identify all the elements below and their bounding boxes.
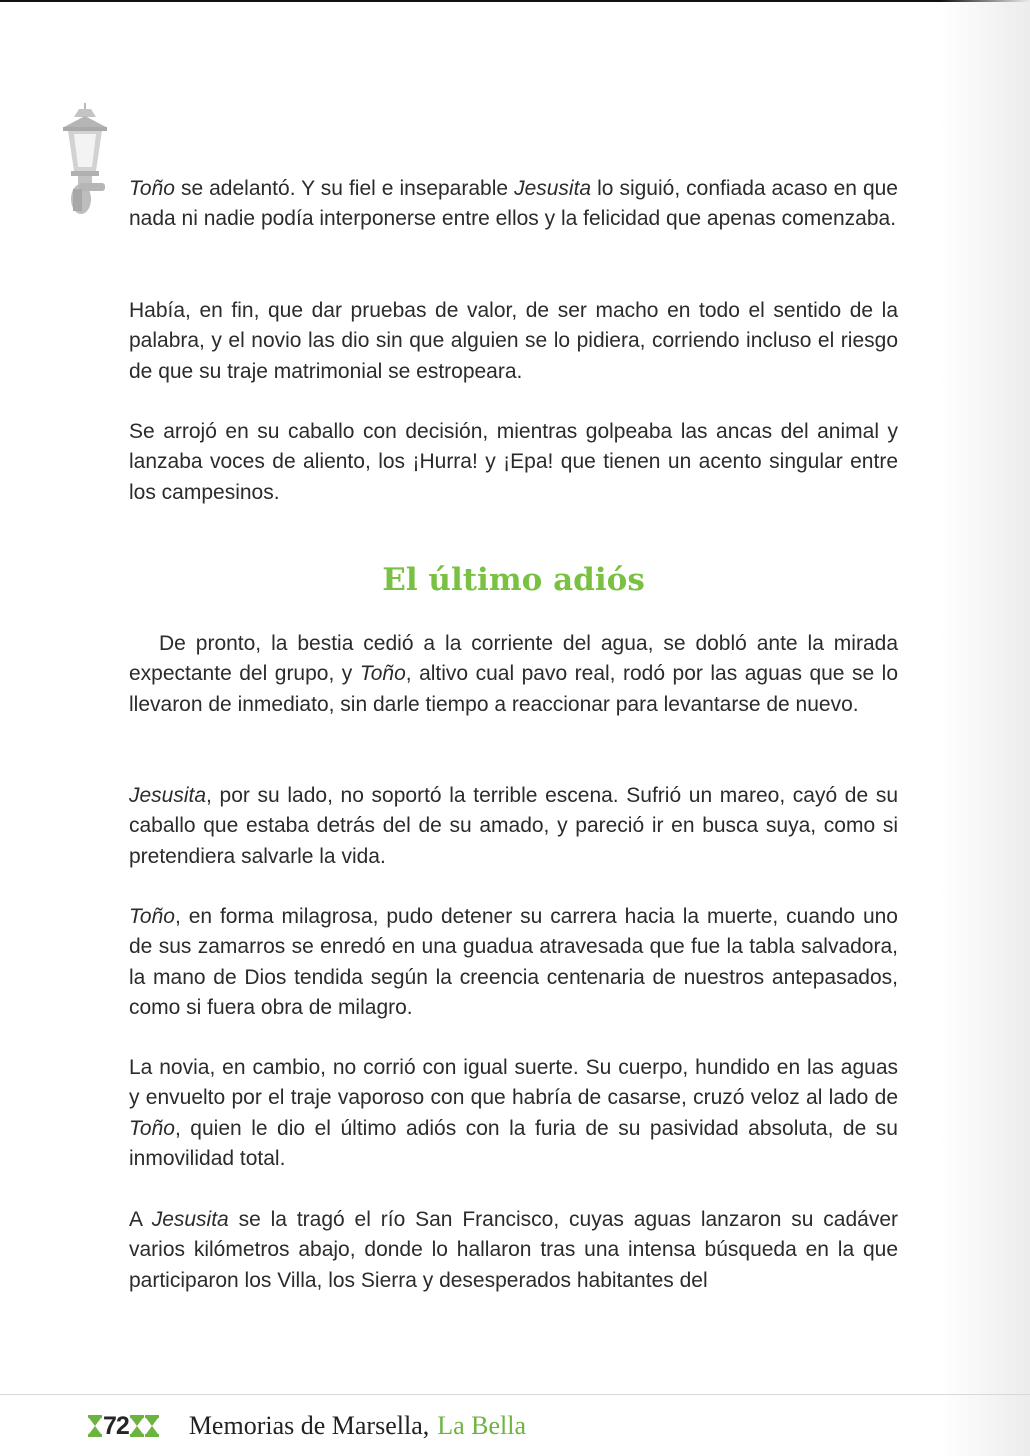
text-span: Había, en fin, que dar pruebas de valor, de ser macho en todo el sentido de la palabra, y el novio las dio sin que alguien se lo pidiera, corriendo incluso el riesgo de que su traje matrimonial se estropeara. — [129, 299, 898, 383]
paragraph-4 — [129, 629, 898, 720]
name-tono: Toño — [129, 177, 175, 200]
paragraph-1 — [129, 174, 898, 235]
page-number: 72 — [103, 1411, 129, 1440]
page-number-block — [88, 1412, 159, 1441]
name-jesusita: Jesusita — [129, 784, 207, 807]
hourglass-ornament-icon — [88, 1415, 102, 1437]
text-span: se la tragó el río San Francisco, cuyas aguas lanzaron su cadáver varios kilómetros abajo, donde lo hallaron tras una intensa búsqueda en la que participaron los Villa, los Sierra y desesperados habitantes del — [129, 1208, 898, 1292]
top-rule — [0, 0, 1030, 2]
paragraph-2 — [129, 296, 898, 387]
book-title: Memorias de Marsella, — [188, 1411, 430, 1440]
section-heading: El último adiós — [382, 562, 645, 598]
text-span: , quien le dio el último adiós con la furia de su pasividad absoluta, de su inmovilidad total. — [129, 1116, 898, 1171]
paragraph-6 — [129, 902, 898, 1024]
page-footer — [88, 1408, 526, 1444]
paragraph-3 — [129, 417, 898, 508]
text-span: , altivo cual pavo real, rodó por las aguas que se lo llevaron de inmediato, sin darle tiempo a reaccionar para levantarse de nuevo. — [129, 662, 898, 716]
footer-rule — [0, 1394, 1030, 1395]
text-span: A — [129, 1208, 152, 1231]
paragraph-5 — [129, 781, 898, 872]
name-jesusita: Jesusita — [151, 1208, 229, 1231]
text-span: La novia, en cambio, no corrió con igual suerte. Su cuerpo, hundido en las aguas y envuelto por el traje vaporoso con que habría de casarse, cruzó veloz al lado de — [129, 1056, 898, 1110]
name-tono: Toño — [359, 662, 406, 686]
name-tono: Toño — [129, 1116, 175, 1140]
street-lamp-icon — [58, 103, 112, 218]
paragraph-8 — [129, 1205, 898, 1296]
hourglass-ornament-icon — [145, 1415, 159, 1437]
text-span: se adelantó. Y su fiel e inseparable — [174, 177, 515, 200]
page-edge-shadow — [940, 0, 1030, 1456]
hourglass-ornament-icon — [130, 1415, 144, 1437]
name-tono: Toño — [129, 905, 175, 928]
text-span: De pronto, la bestia cedió a la corriente del agua, se dobló ante la mirada expectante del grupo, y — [129, 632, 898, 686]
text-span: , por su lado, no soportó la terrible escena. Sufrió un mareo, cayó de su caballo que estaba detrás del de su amado, y pareció ir en busca suya, como si pretendiera salvarle la vida. — [129, 784, 898, 868]
text-span: , en forma milagrosa, pudo detener su carrera hacia la muerte, cuando uno de sus zamarros se enredó en una guadua atravesada que fue la tabla salvadora, la mano de Dios tendida según la creencia centenaria de nuestros antepasados, como si fuera obra de milagro. — [129, 905, 898, 1020]
book-subtitle: La Bella — [437, 1411, 527, 1440]
name-jesusita: Jesusita — [514, 177, 592, 200]
text-span: lo siguió, confiada acaso en que nada ni nadie podía interponerse entre ellos y la felicidad que apenas comenzaba. — [129, 177, 898, 231]
paragraph-7 — [129, 1053, 898, 1175]
text-span: Se arrojó en su caballo con decisión, mientras golpeaba las ancas del animal y lanzaba voces de aliento, los ¡Hurra! y ¡Epa! que tienen un acento singular entre los campesinos. — [129, 420, 898, 504]
